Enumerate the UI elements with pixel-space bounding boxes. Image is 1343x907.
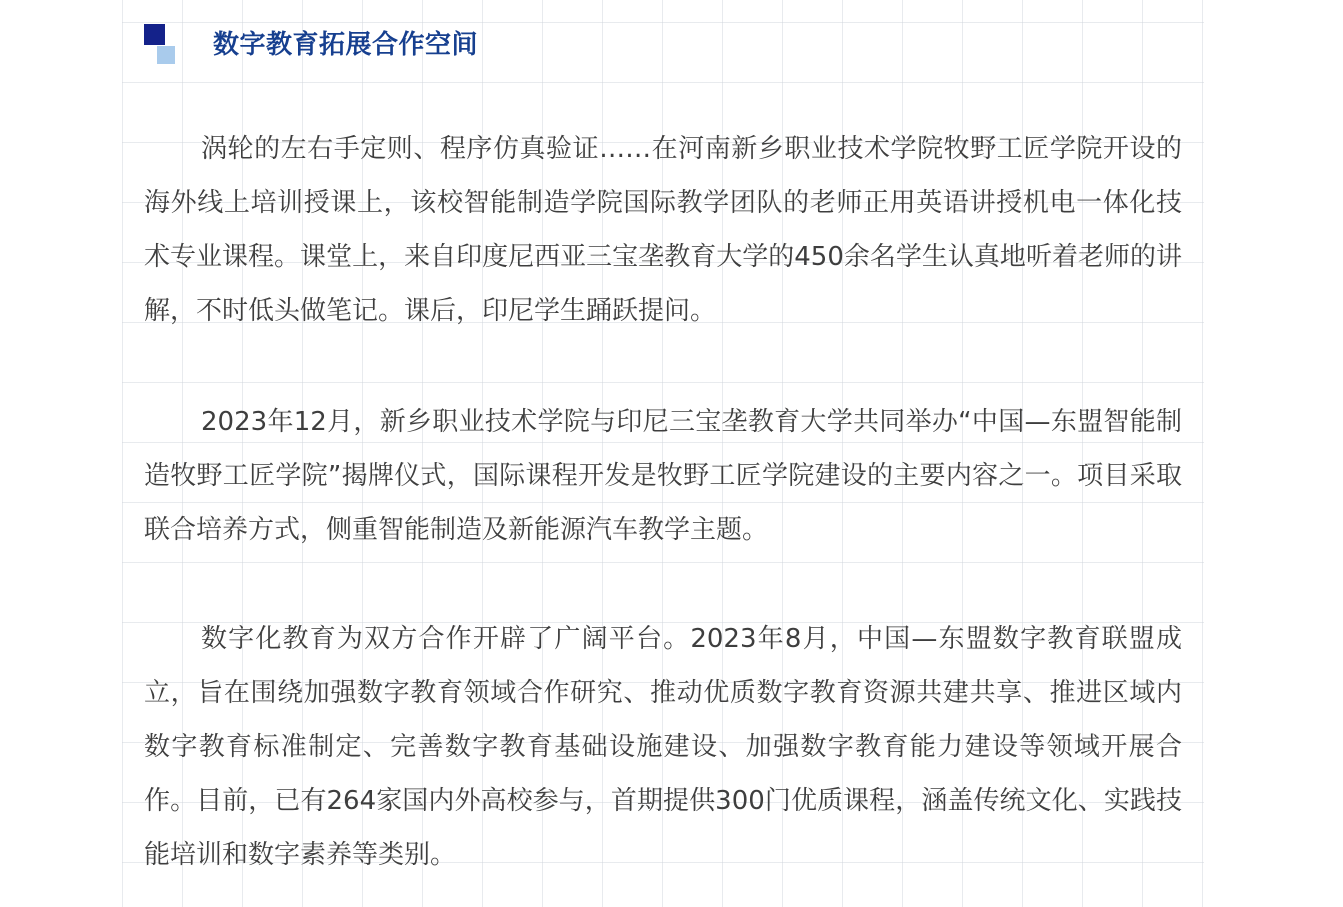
article-paragraph-2: 2023年12月，新乡职业技术学院与印尼三宝垄教育大学共同举办“中国—东盟智能制造牧野工匠学院”揭牌仪式，国际课程开发是牧野工匠学院建设的主要内容之一。项目采取联合培养方式，侧重智能制造及新能源汽车教学主题。 — [144, 407, 1182, 545]
section-marker-icon — [144, 24, 176, 66]
article-paragraph-1: 涡轮的左右手定则、程序仿真验证……在河南新乡职业技术学院牧野工匠学院开设的海外线上培训授课上，该校智能制造学院国际教学团队的老师正用英语讲授机电一体化技术专业课程。课堂上，来自印度尼西亚三宝垄教育大学的450余名学生认真地听着老师的讲解，不时低头做笔记。课后，印尼学生踊跃提问。 — [144, 134, 1182, 326]
section-marker-dark-square — [144, 24, 165, 45]
section-title: 数字教育拓展合作空间 — [213, 30, 479, 60]
section-marker-light-square — [157, 46, 175, 64]
article-paragraph-3: 数字化教育为双方合作开辟了广阔平台。2023年8月，中国—东盟数字教育联盟成立，旨在围绕加强数字教育领域合作研究、推动优质数字教育资源共建共享、推进区域内数字教育标准制定、完善数字教育基础设施建设、加强数字教育能力建设等领域开展合作。目前，已有264家国内外高校参与，首期提供300门优质课程，涵盖传统文化、实践技能培训和数字素养等类别。 — [144, 624, 1182, 870]
